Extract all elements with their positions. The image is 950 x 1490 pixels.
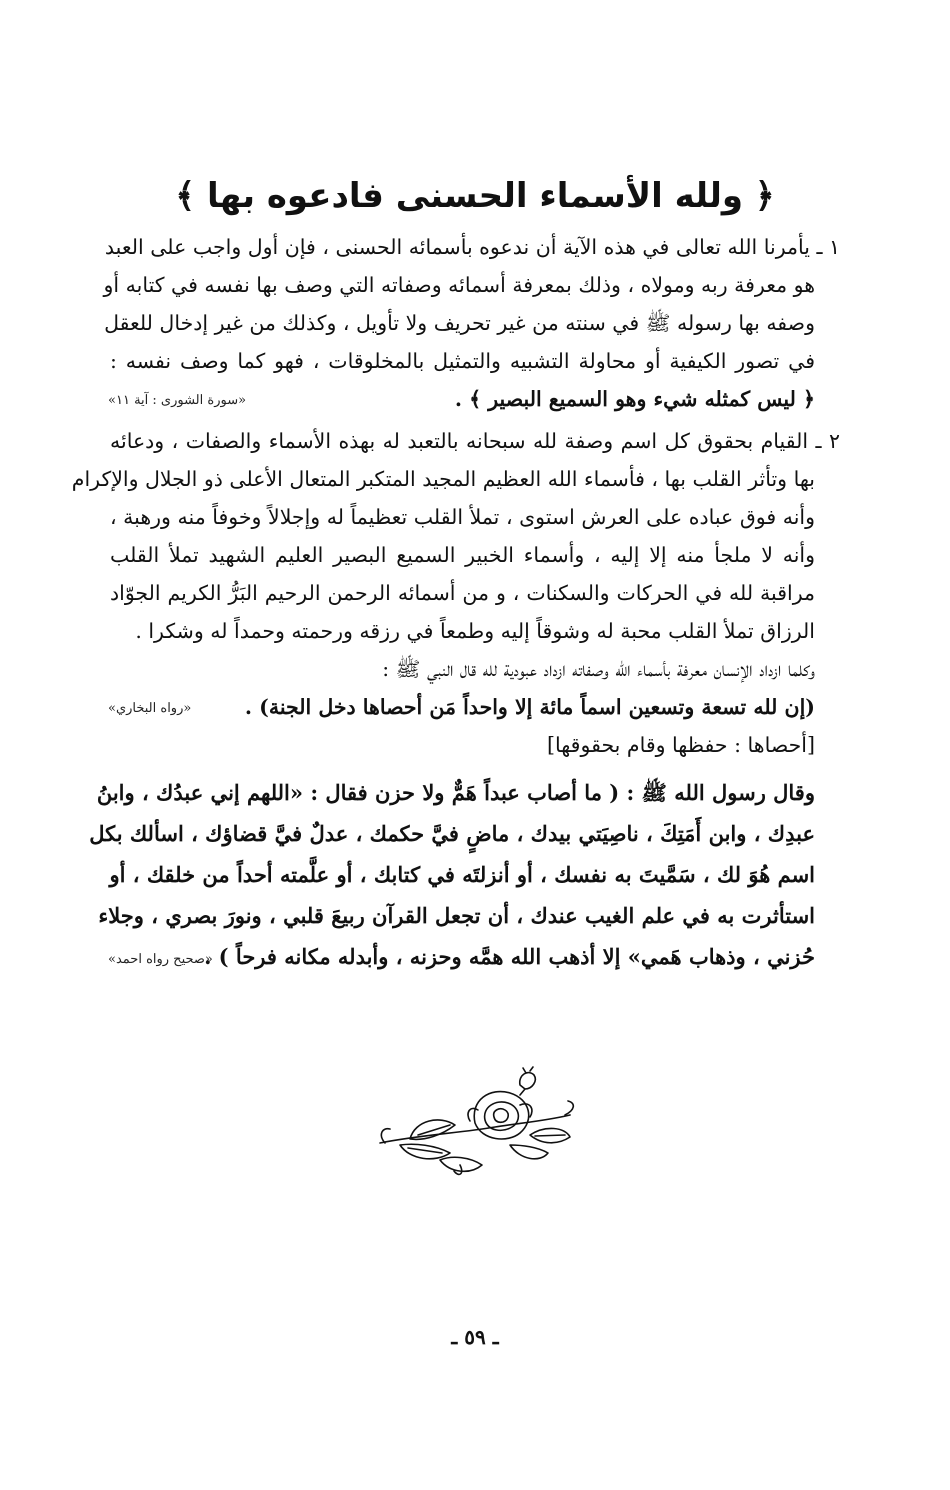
p2-line-4: وأنه لا ملجأ منه إلا إليه ، وأسماء الخبير السميع البصير العليم الشهيد تملأ القلب	[110, 543, 815, 567]
p3-line-3: اسم هُوَ لك ، سَمَّيتَ به نفسك ، أو أنزلتَه في كتابك ، أو علَّمته أحداً من خلقك ، أو	[109, 862, 815, 887]
p2-line-1: ٢ ـ القيام بحقوق كل اسم وصفة لله سبحانه بالتعبد له بهذه الأسماء والصفات ، ودعائه	[110, 429, 840, 453]
p3-line-2: عبدِك ، وابن أَمَتِكَ ، ناصِيَتي بيدك ، ماضٍ فيَّ حكمك ، عدلٌ فيَّ قضاؤك ، اسألك بكل	[89, 821, 815, 846]
p2-line-5: مراقبة لله في الحركات والسكنات ، و من أسمائه الرحمن الرحيم البَرُّ الكريم الجوّاد	[110, 581, 815, 605]
p3-line-1: وقال رسول الله ﷺ : ( ما أصاب عبداً هَمٌّ ولا حزن فقال : «اللهم إني عبدُك ، وابنُ	[96, 780, 815, 805]
hadith-note: [أحصاها : حفظها وقام بحقوقها]	[546, 733, 815, 757]
page-number: ـ ٥٩ ـ	[451, 1325, 499, 1349]
p3-reference: «صحيح رواه احمد»	[108, 952, 213, 967]
verse-reference: «سورة الشورى : آية ١١»	[108, 393, 247, 408]
quran-verse: ﴿ ليس كمثله شيء وهو السميع البصير ﴾ .	[454, 387, 815, 411]
p2-line-7: وكلما ازداد الإنسان معرفة بأسماء الله وصفاته ازداد عبودية لله قال النبي ﷺ :	[382, 657, 815, 681]
hadith-text: (إن لله تسعة وتسعين اسماً مائة إلا واحداً مَن أحصاها دخل الجنة) .	[244, 695, 815, 719]
p1-line-3: وصفه بها رسوله ﷺ في سنته من غير تحريف ولا تأويل ، وكذلك من غير إدخال للعقل	[104, 311, 815, 335]
p2-line-6: الرزاق تملأ القلب محبة له وشوقاً إليه وطمعاً في رزقه ورحمته وحمداً له وشكرا .	[135, 619, 815, 643]
rose-ornament-icon	[370, 1065, 580, 1180]
hadith-reference: «رواه البخاري»	[108, 701, 192, 716]
p2-line-2: بها وتأثر القلب بها ، فأسماء الله العظيم المجيد المتكبر المتعال الأعلى ذو الجلال والإكرام	[71, 467, 815, 491]
p2-line-3: وأنه فوق عباده على العرش استوى ، تملأ القلب تعظيماً له وإجلالاً وخوفاً منه ورهبة ،	[110, 505, 815, 529]
p1-line-1: ١ ـ يأمرنا الله تعالى في هذه الآية أن ندعوه بأسمائه الحسنى ، فإن أول واجب على العبد	[104, 235, 840, 259]
p1-line-2: هو معرفة ربه ومولاه ، وذلك بمعرفة أسمائه وصفاته التي وصف بها نفسه في كتابه أو	[103, 273, 815, 297]
p3-line-5: حُزني ، وذهاب هَمي» إلا أذهب الله همَّه وحزنه ، وأبدله مكانه فرحاً ) .	[204, 944, 815, 969]
p3-line-4: استأثرت به في علم الغيب عندك ، أن تجعل القرآن ربيعَ قلبي ، ونورَ بصري ، وجلاء	[98, 903, 815, 928]
p1-line-4: في تصور الكيفية أو محاولة التشبيه والتمثيل بالمخلوقات ، فهو كما وصف نفسه :	[110, 349, 815, 373]
page-title: ﴿ ولله الأسماء الحسنى فادعوه بها ﴾	[175, 176, 775, 216]
